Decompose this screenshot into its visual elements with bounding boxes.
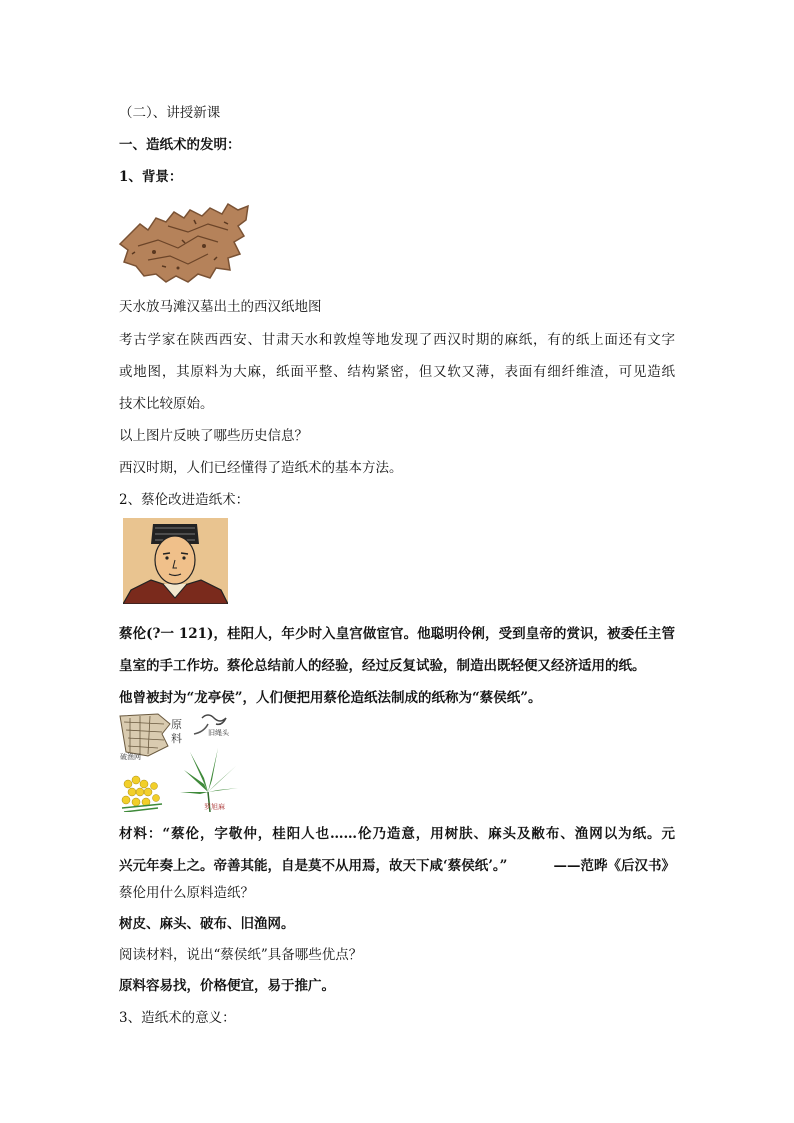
material-line: 兴元年奏上之。帝善其能，自是莫不从用焉，故天下咸‘蔡侯纸’。”: [119, 858, 508, 874]
sub3-title: 3、造纸术的意义：: [119, 1010, 236, 1026]
answer3: 原料容易找，价格便宜，易于推广。: [119, 978, 335, 994]
label-old-rope: 旧绳头: [208, 729, 229, 737]
para2-line: 皇室的手工作坊。蔡伦总结前人的经验，经过反复试验，制造出既轻便又经济适用的纸。: [119, 658, 646, 674]
material-line: 材料：“蔡伦，字敬仲，桂阳人也……伦乃造意，用树肤、麻头及敝布、渔网以为纸。元: [119, 826, 675, 842]
cai-lun-portrait-image: [123, 518, 228, 604]
question2: 蔡伦用什么原料造纸？: [119, 885, 254, 901]
para2-line: 蔡伦(?一 121)，桂阳人，年少时入皇宫做宦官。他聪明伶俐，受到皇帝的赏识，被委任主管: [119, 626, 675, 642]
para1-line: 或地图，其原料为大麻，纸面平整、结构紧密，但又软又薄，表面有细纤维渣，可见造纸: [119, 364, 675, 380]
label-fishnet: 破渔网: [120, 753, 141, 761]
sub1-title: 1、背景：: [119, 169, 183, 185]
para1-line: 技术比较原始。: [119, 396, 214, 412]
heading-part2: （二）、讲授新课: [119, 105, 221, 121]
material-line-2: [119, 857, 675, 875]
western-han-paper-map-image: [118, 196, 252, 288]
citation: ——范晔《后汉书》: [553, 858, 675, 874]
question1: 以上图片反映了哪些历史信息？: [119, 428, 308, 444]
section1-title: 一、造纸术的发明：: [119, 137, 241, 153]
question3: 阅读材料，说出“蔡侯纸”具备哪些优点？: [119, 947, 363, 963]
label-yuan: 原: [171, 718, 182, 731]
para1-line: 考古学家在陕西西安、甘肃天水和敦煌等地发现了西汉时期的麻纸，有的纸上面还有文字: [119, 332, 675, 348]
label-hemp: 罗旭麻: [204, 803, 225, 811]
sub2-title: 2、蔡伦改进造纸术：: [119, 492, 250, 508]
para2-line: 他曾被封为“龙亭侯”，人们便把用蔡伦造纸法制成的纸称为“蔡侯纸”。: [119, 690, 542, 706]
map-caption: 天水放马滩汉墓出土的西汉纸地图: [119, 299, 322, 315]
answer1: 西汉时期，人们已经懂得了造纸术的基本方法。: [119, 460, 403, 476]
label-liao: 料: [171, 732, 182, 745]
answer2: 树皮、麻头、破布、旧渔网。: [119, 916, 295, 932]
raw-materials-image: [118, 712, 240, 812]
